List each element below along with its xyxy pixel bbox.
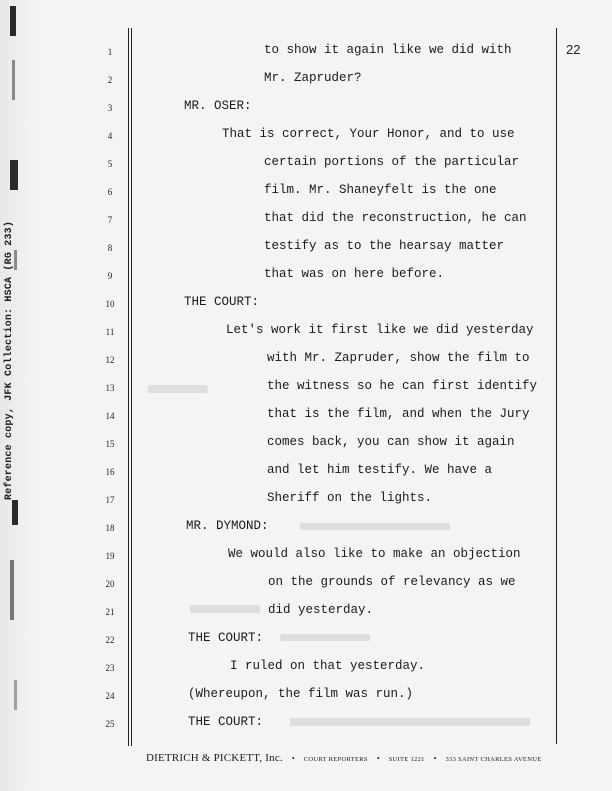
- reference-copy-stamp: Reference copy, JFK Collection: HSCA (RG 233): [4, 220, 15, 500]
- transcript-line: That is correct, Your Honor, and to use: [222, 127, 515, 141]
- margin-rule-right: [556, 28, 557, 744]
- firm-name: DIETRICH & PICKETT, Inc.: [146, 752, 283, 764]
- speaker-label: THE COURT:: [188, 715, 264, 729]
- transcript-line: (Whereupon, the film was run.): [188, 687, 414, 701]
- transcript-line: film. Mr. Shaneyfelt is the one: [264, 183, 497, 197]
- transcript-line: We would also like to make an objection: [228, 547, 521, 561]
- transcript-line: that did the reconstruction, he can: [264, 211, 527, 225]
- transcript-line: Mr. Zapruder?: [264, 71, 362, 85]
- transcript-line: did yesterday.: [268, 603, 374, 617]
- scan-smudge: [300, 523, 450, 530]
- scan-smudge: [190, 605, 260, 613]
- scan-smudge: [280, 634, 370, 641]
- line-number: 12: [105, 355, 115, 365]
- line-number: 17: [105, 495, 115, 505]
- transcript-line: Sheriff on the lights.: [267, 491, 433, 505]
- transcript-line: Let's work it first like we did yesterday: [226, 323, 534, 337]
- footer-separator: •: [376, 754, 380, 763]
- line-number: 9: [107, 271, 113, 281]
- footer-item: SUITE 1221: [388, 756, 425, 763]
- transcript-line: I ruled on that yesterday.: [230, 659, 426, 673]
- line-number: 10: [105, 299, 115, 309]
- line-number: 1: [107, 47, 113, 57]
- line-number: 7: [107, 215, 113, 225]
- speaker-label: MR. OSER:: [184, 99, 252, 113]
- transcript-line: that is the film, and when the Jury: [267, 407, 530, 421]
- transcript-line: testify as to the hearsay matter: [264, 239, 505, 253]
- line-number: 11: [105, 327, 115, 337]
- transcript-line: certain portions of the particular: [264, 155, 520, 169]
- footer-separator: •: [291, 754, 295, 763]
- line-number: 14: [105, 411, 115, 421]
- line-number: 13: [105, 383, 115, 393]
- speaker-label: THE COURT:: [184, 295, 260, 309]
- transcript-line: the witness so he can first identify: [267, 379, 538, 393]
- footer-item: 333 SAINT CHARLES AVENUE: [445, 756, 542, 763]
- transcript-line: comes back, you can show it again: [267, 435, 515, 449]
- line-number: 22: [105, 635, 115, 645]
- line-number: 8: [107, 243, 113, 253]
- scan-smudge: [290, 718, 530, 726]
- transcript-line: with Mr. Zapruder, show the film to: [267, 351, 530, 365]
- line-number: 16: [105, 467, 115, 477]
- transcript-line: on the grounds of relevancy as we: [268, 575, 516, 589]
- transcript-line: to show it again like we did with: [264, 43, 512, 57]
- margin-rule-left-outer: [128, 28, 129, 746]
- line-number: 25: [105, 719, 115, 729]
- line-number: 19: [105, 551, 115, 561]
- transcript-line: that was on here before.: [264, 267, 445, 281]
- line-number: 3: [107, 103, 113, 113]
- scan-smudge: [148, 385, 208, 393]
- line-number: 2: [107, 75, 113, 85]
- line-number: 23: [105, 663, 115, 673]
- footer-separator: •: [433, 754, 437, 763]
- court-reporter-footer: [146, 748, 541, 766]
- line-number: 24: [105, 691, 115, 701]
- line-number: 21: [105, 607, 115, 617]
- speaker-label: MR. DYMOND:: [186, 519, 269, 533]
- line-number: 18: [105, 523, 115, 533]
- transcript-line: and let him testify. We have a: [267, 463, 493, 477]
- line-number: 15: [105, 439, 115, 449]
- footer-item: COURT REPORTERS: [303, 756, 368, 763]
- speaker-label: THE COURT:: [188, 631, 264, 645]
- line-number: 5: [107, 159, 113, 169]
- line-number: 4: [107, 131, 113, 141]
- line-number: 6: [107, 187, 113, 197]
- line-number: 20: [105, 579, 115, 589]
- margin-rule-left-inner: [131, 28, 132, 746]
- page-number: 22: [566, 42, 581, 57]
